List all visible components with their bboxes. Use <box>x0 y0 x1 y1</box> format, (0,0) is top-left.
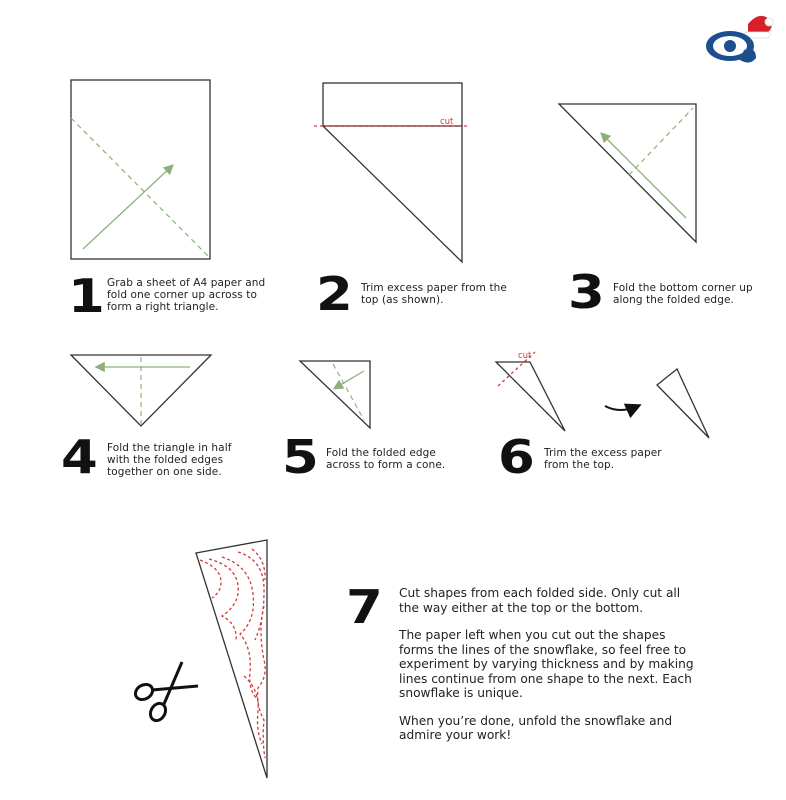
step5-illustration <box>300 361 370 428</box>
half-triangle <box>300 361 370 428</box>
step7-paragraph: When you’re done, unfold the snowflake and admire your work! <box>399 713 673 742</box>
step7-paragraph: The paper left when you cut out the shapes forms the lines of the snowflake, so feel free to experiment by varying thickness and by making lines continue from one shape to the next. Each snowflake is unique. <box>399 628 694 700</box>
curved-arrow <box>605 406 638 410</box>
right-triangle <box>559 104 696 242</box>
step6-illustration <box>496 351 709 438</box>
step-number: 5 <box>282 430 319 484</box>
cut-label: cut <box>518 351 532 361</box>
fold-line <box>71 118 209 257</box>
step7-instructions <box>399 586 699 756</box>
step-instruction: Fold the folded edge across to form a cone. <box>326 447 446 471</box>
cone <box>496 362 565 431</box>
step4-illustration <box>71 355 211 426</box>
step2-illustration <box>314 83 470 262</box>
step3-illustration <box>559 104 696 242</box>
a4-sheet <box>71 80 210 259</box>
cut-pattern <box>200 549 265 758</box>
step-number: 4 <box>61 430 98 484</box>
cut-label: cut <box>440 117 454 127</box>
step-instruction: Trim excess paper from the top (as shown). <box>361 282 507 306</box>
step-instruction: Grab a sheet of A4 paper and fold one corner up across to form a right triangle. <box>107 277 266 313</box>
fold-line <box>629 108 693 175</box>
fold-arrow <box>335 371 364 388</box>
step1-illustration <box>71 80 210 259</box>
step-number: 6 <box>498 430 535 484</box>
scissors-icon <box>133 662 198 723</box>
step-number: 3 <box>568 265 605 319</box>
brand-logo <box>704 10 776 70</box>
step-number: 1 <box>68 269 105 323</box>
step-number: 2 <box>316 267 353 321</box>
step-instruction: Fold the triangle in half with the folded edges together on one side. <box>107 442 232 478</box>
step-instruction: Fold the bottom corner up along the folded edge. <box>613 282 753 306</box>
step-number: 7 <box>346 580 383 634</box>
fold-line <box>333 364 364 420</box>
snowflake-cone <box>196 540 267 778</box>
fold-arrow <box>602 134 686 218</box>
step7-paragraph: Cut shapes from each folded side. Only cut all the way either at the top or the bottom. <box>399 586 681 615</box>
step7-illustration <box>133 540 267 778</box>
folded-triangle <box>323 126 462 262</box>
trimmed-cone <box>657 369 709 438</box>
fold-arrow <box>83 166 172 249</box>
step-instruction: Trim the excess paper from the top. <box>544 447 662 471</box>
